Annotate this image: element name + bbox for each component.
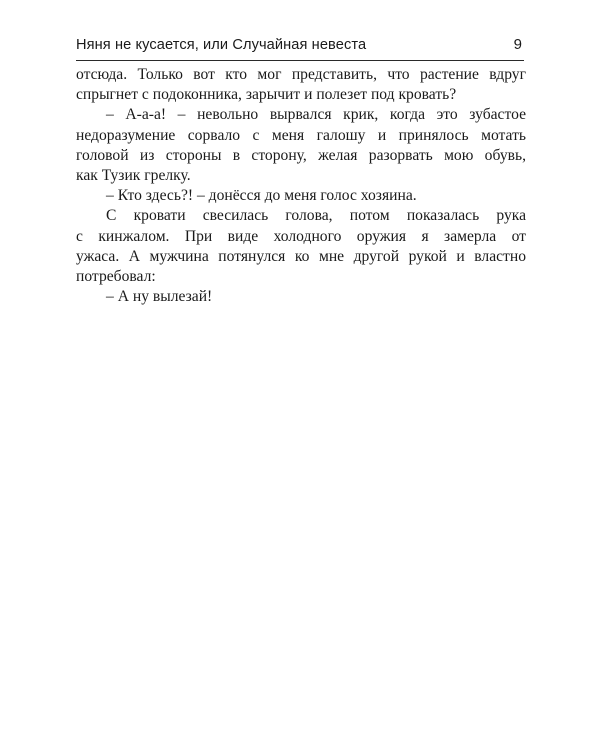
body-text [76,65,526,307]
text-line: с кинжалом. При виде холодного оружия я замерла от [76,227,526,245]
text-line: потребовал: [76,267,156,285]
text-line: спрыгнет с подоконника, зарычит и полезет под кровать? [76,86,457,104]
text-line: отсюда. Только вот кто мог представить, что растение вдруг [76,66,526,83]
running-title: Няня не кусается, или Случайная невеста [76,37,367,53]
text-line: головой из стороны в сторону, желая разорвать мою обувь, [76,146,526,164]
text-line: – А-а-а! – невольно вырвался крик, когда это зубастое [106,106,526,124]
text-line: ужаса. А мужчина потянулся ко мне другой рукой и властно [76,247,526,265]
text-line: недоразумение сорвало с меня галошу и принялось мотать [76,126,526,144]
text-line: – А ну вылезай! [106,288,213,306]
text-line: С кровати свесилась голова, потом показалась рука [106,207,526,225]
page-number: 9 [513,36,522,53]
page-header [76,36,524,61]
text-line: как Тузик грелку. [76,166,191,184]
text-line: – Кто здесь?! – донёсся до меня голос хозяина. [106,187,417,205]
